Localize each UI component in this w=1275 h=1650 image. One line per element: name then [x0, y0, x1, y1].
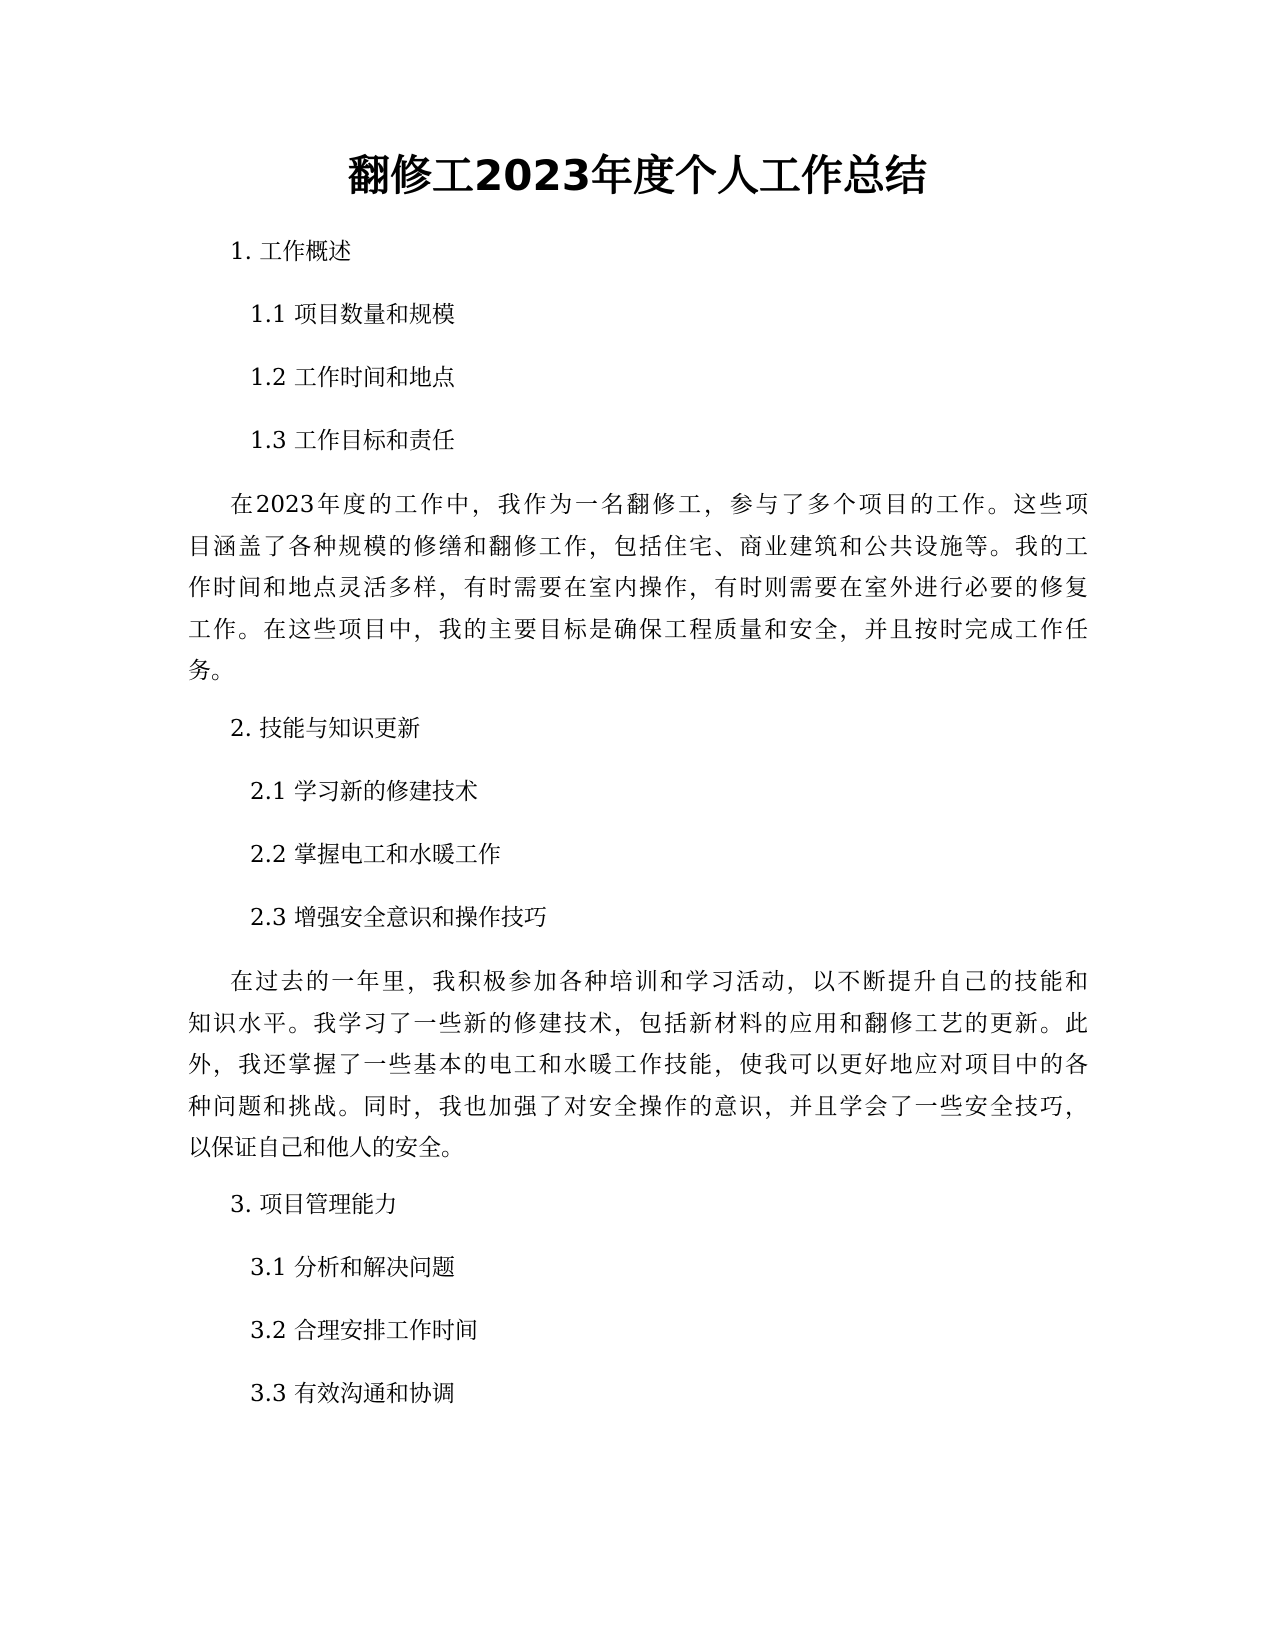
- subheading-3-1: 3.1 分析和解决问题: [250, 1255, 455, 1281]
- section-heading-1: 1. 工作概述: [230, 239, 352, 265]
- subheading-3-2: 3.2 合理安排工作时间: [250, 1318, 478, 1344]
- subheading-3-3: 3.3 有效沟通和协调: [250, 1381, 455, 1407]
- subheading-2-1: 2.1 学习新的修建技术: [250, 779, 478, 805]
- paragraph-line: 在2023年度的工作中，我作为一名翻修工，参与了多个项目的工作。这些项: [230, 492, 1088, 518]
- paragraph-line: 务。: [188, 658, 234, 684]
- subheading-2-3: 2.3 增强安全意识和操作技巧: [250, 905, 547, 931]
- document-title: 翻修工2023年度个人工作总结: [348, 151, 927, 200]
- paragraph-line: 知识水平。我学习了一些新的修建技术，包括新材料的应用和翻修工艺的更新。此: [188, 1010, 1088, 1037]
- subheading-1-3: 1.3 工作目标和责任: [250, 428, 455, 454]
- paragraph-line: 目涵盖了各种规模的修缮和翻修工作，包括住宅、商业建筑和公共设施等。我的工: [188, 533, 1088, 560]
- paragraph-line: 在过去的一年里，我积极参加各种培训和学习活动，以不断提升自己的技能和: [230, 969, 1088, 995]
- paragraph-line: 作时间和地点灵活多样，有时需要在室内操作，有时则需要在室外进行必要的修复: [188, 575, 1088, 601]
- paragraph-line: 种问题和挑战。同时，我也加强了对安全操作的意识，并且学会了一些安全技巧，: [188, 1093, 1088, 1120]
- section-2-paragraph: [188, 962, 1088, 1170]
- subheading-2-2: 2.2 掌握电工和水暖工作: [250, 842, 501, 868]
- paragraph-line: 以保证自己和他人的安全。: [188, 1135, 464, 1161]
- paragraph-line: 外，我还掌握了一些基本的电工和水暖工作技能，使我可以更好地应对项目中的各: [188, 1052, 1088, 1078]
- section-heading-2: 2. 技能与知识更新: [230, 716, 421, 742]
- section-1-paragraph: [188, 485, 1088, 693]
- subheading-1-1: 1.1 项目数量和规模: [250, 302, 455, 328]
- paragraph-line: 工作。在这些项目中，我的主要目标是确保工程质量和安全，并且按时完成工作任: [188, 616, 1088, 643]
- section-heading-3: 3. 项目管理能力: [230, 1192, 398, 1218]
- subheading-1-2: 1.2 工作时间和地点: [250, 365, 455, 391]
